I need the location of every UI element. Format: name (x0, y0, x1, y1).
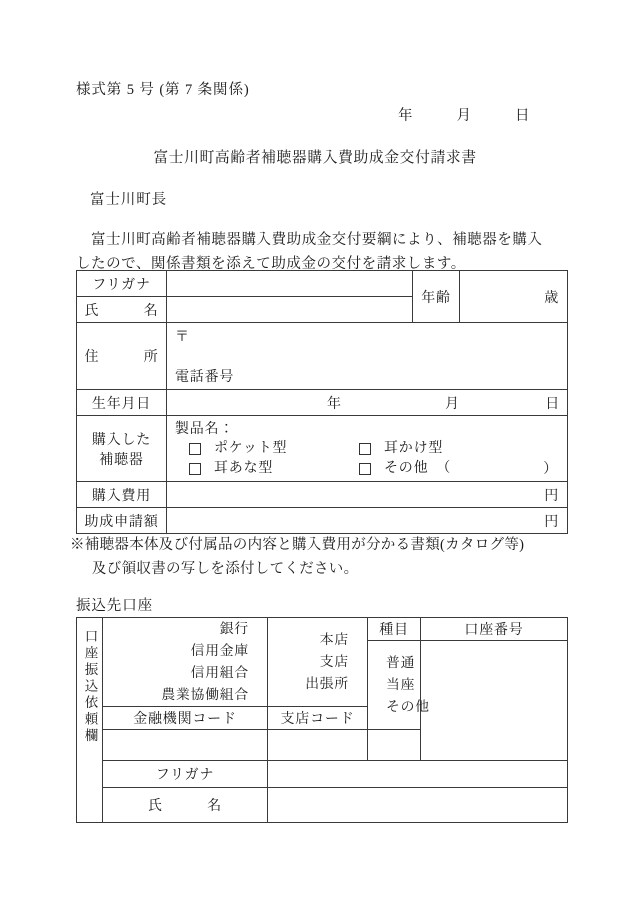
page-title: 富士川町高齢者補聴器購入費助成金交付請求書 (153, 150, 477, 166)
checkbox-pocket-type-label: ポケット型 (214, 441, 288, 456)
body-paragraph (76, 228, 568, 276)
purchase-cost-input[interactable] (167, 482, 568, 508)
dob-day-label: 日 (545, 397, 560, 412)
table-row (77, 323, 568, 390)
date-day-label: 日 (515, 108, 530, 124)
account-kind-2: その他 (386, 699, 430, 714)
institution-code-input[interactable] (103, 730, 268, 761)
bank-vertical-label: 口座振込依頼欄 (77, 618, 103, 761)
applicant-table (76, 270, 568, 534)
institution-type-3: 農業協働組合 (161, 687, 249, 702)
bank-vertical-label-cont (77, 761, 103, 823)
date-month-label: 月 (456, 108, 471, 124)
body-line-1: 富士川町高齢者補聴器購入費助成金交付要綱により、補聴器を購入 (91, 232, 543, 248)
table-row (77, 618, 568, 641)
purchase-cost-unit: 円 (544, 489, 559, 504)
attachment-note-line-1: ※補聴器本体及び付属品の内容と購入費用が分かる書類(カタログ等) (70, 537, 525, 553)
table-row (77, 761, 568, 788)
branch-code-input[interactable] (268, 730, 368, 761)
checkbox-icon[interactable] (189, 443, 201, 455)
checkbox-pocket-type[interactable] (189, 439, 359, 459)
purchased-device-cell (167, 416, 568, 482)
body-line-2: したので、関係書類を添えて助成金の交付を請求します。 (76, 256, 466, 272)
account-holder-name-input[interactable] (268, 788, 568, 823)
bank-transfer-table (76, 617, 568, 823)
branch-type-0: 本店 (319, 632, 349, 647)
account-kind-input[interactable] (368, 641, 430, 730)
branch-name-input[interactable] (268, 618, 368, 707)
institution-code-label: 金融機関コード (103, 707, 268, 730)
checkbox-other-paren-close: ） (543, 462, 558, 477)
date-of-birth-input[interactable] (167, 390, 568, 416)
account-holder-furigana-label: フリガナ (103, 761, 268, 788)
attachment-note (70, 533, 590, 581)
purchased-device-label (77, 416, 167, 482)
address-label: 住 所 (77, 323, 167, 390)
account-number-input[interactable] (421, 641, 568, 761)
furigana-label: フリガナ (77, 271, 167, 297)
subsidy-request-label: 助成申請額 (77, 508, 167, 534)
branch-type-2: 出張所 (305, 676, 349, 691)
institution-type-2: 信用組合 (190, 665, 249, 680)
address-input[interactable] (167, 323, 568, 390)
checkbox-icon[interactable] (359, 443, 371, 455)
account-kind-header: 種目 (368, 618, 421, 641)
table-row (77, 271, 568, 297)
subsidy-request-input[interactable] (167, 508, 568, 534)
dob-month-label: 月 (445, 397, 460, 412)
age-label: 年齢 (413, 271, 460, 323)
account-kind-input-empty[interactable] (368, 730, 421, 761)
table-row (77, 416, 568, 482)
account-holder-furigana-input[interactable] (268, 761, 568, 788)
form-number: 様式第 5 号 (第 7 条関係) (76, 82, 250, 98)
table-row (77, 482, 568, 508)
purchase-cost-label: 購入費用 (77, 482, 167, 508)
checkbox-other-type-label: その他 （ (384, 461, 451, 476)
table-row (77, 390, 568, 416)
account-holder-name-label: 氏 名 (103, 788, 268, 823)
purchased-device-label-line1: 購入した (91, 432, 152, 448)
addressee: 富士川町長 (90, 192, 167, 208)
checkbox-behind-ear-type[interactable] (359, 439, 443, 459)
checkbox-in-ear-type[interactable] (189, 459, 359, 479)
table-row (77, 508, 568, 534)
name-label: 氏 名 (77, 297, 167, 323)
name-input[interactable] (167, 297, 413, 323)
financial-institution-name-input[interactable] (103, 618, 268, 707)
checkbox-icon[interactable] (189, 463, 201, 475)
product-name-label: 製品名： (175, 422, 235, 437)
account-kind-0: 普通 (386, 655, 416, 670)
checkbox-other-type[interactable] (359, 459, 451, 479)
checkbox-behind-ear-type-label: 耳かけ型 (384, 441, 444, 456)
checkbox-row-2 (175, 459, 567, 479)
subsidy-request-unit: 円 (544, 515, 559, 530)
account-kind-1: 当座 (386, 677, 416, 692)
branch-type-1: 支店 (319, 654, 349, 669)
dob-year-label: 年 (327, 397, 342, 412)
checkbox-icon[interactable] (359, 463, 371, 475)
account-number-header: 口座番号 (421, 618, 568, 641)
age-unit: 歳 (544, 290, 559, 306)
attachment-note-line-2: 及び領収書の写しを添付してください。 (92, 561, 359, 577)
postal-mark-icon: 〒 (175, 330, 190, 345)
date-line (398, 104, 530, 125)
checkbox-in-ear-type-label: 耳あな型 (214, 461, 274, 476)
telephone-label: 電話番号 (175, 370, 235, 385)
purchased-device-label-line2: 補聴器 (99, 452, 144, 468)
bank-section-heading: 振込先口座 (76, 598, 153, 614)
age-input[interactable] (460, 271, 568, 323)
date-year-label: 年 (398, 108, 413, 124)
checkbox-row-1 (175, 439, 567, 459)
institution-type-1: 信用金庫 (190, 643, 249, 658)
branch-code-label: 支店コード (268, 707, 368, 730)
institution-type-0: 銀行 (219, 621, 249, 636)
table-row (77, 788, 568, 823)
date-of-birth-label: 生年月日 (77, 390, 167, 416)
furigana-input[interactable] (167, 271, 413, 297)
